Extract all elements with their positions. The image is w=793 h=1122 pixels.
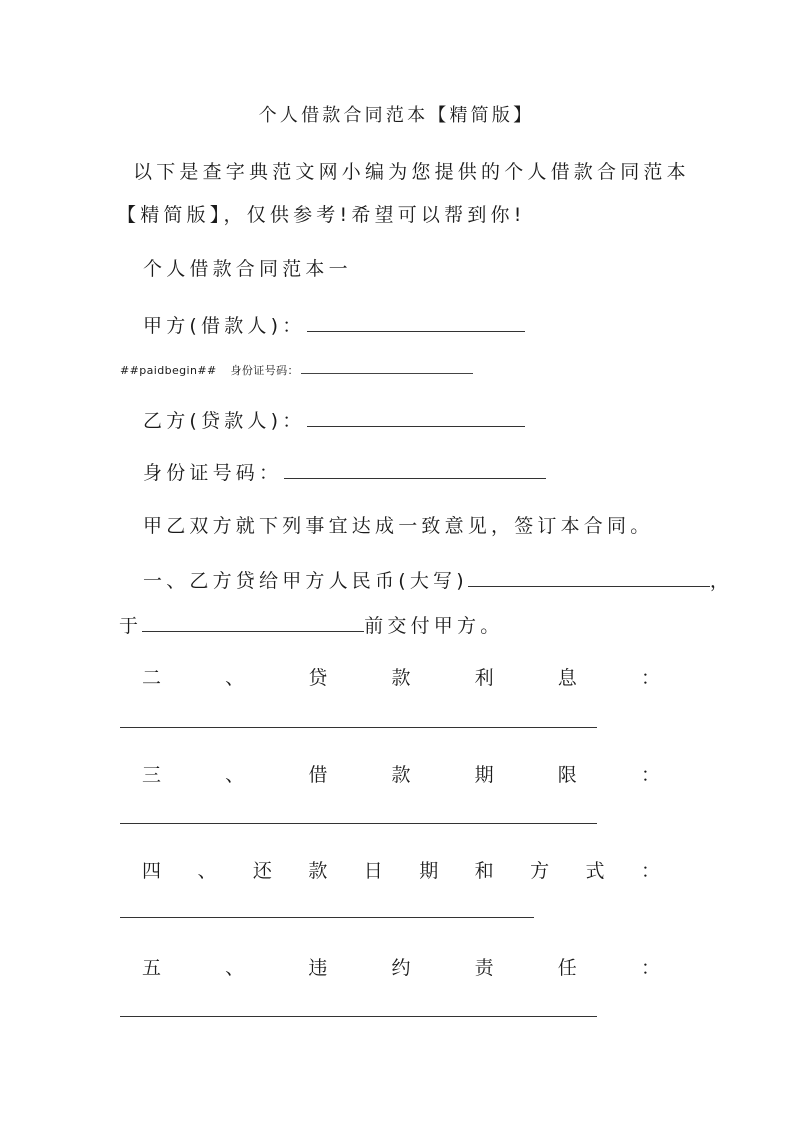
- clause-1-line2: [119, 613, 503, 638]
- clause-3-heading: [120, 763, 660, 787]
- loan-interest-field[interactable]: [120, 727, 597, 728]
- clause-5-char: 违: [308, 957, 328, 979]
- clause-2-char: 款: [391, 667, 411, 689]
- clause-2-char: 息: [557, 667, 577, 689]
- clause-2-char: ：: [640, 667, 660, 689]
- clause-2-char: 、: [225, 667, 245, 689]
- party-b-label: 乙方(贷款人)：: [143, 410, 306, 432]
- clause-5-char: 任: [557, 957, 577, 979]
- clause-2-char: 二: [142, 667, 162, 689]
- clause-5-char: ：: [640, 957, 660, 979]
- clause-2-char: 贷: [308, 667, 328, 689]
- clause-5-char: 约: [391, 957, 411, 979]
- clause-3-char: 、: [225, 764, 245, 786]
- clause-2-heading: [120, 666, 660, 690]
- party-b-name-field[interactable]: [307, 408, 525, 427]
- loan-amount-field[interactable]: [468, 568, 710, 587]
- clause-4-char: 方: [530, 860, 550, 882]
- clause-1-text: 一、乙方贷给甲方人民币(大写): [143, 570, 468, 592]
- party-a-label: 甲方(借款人)：: [143, 315, 306, 337]
- clause-4-heading: [120, 859, 660, 883]
- repayment-method-field[interactable]: [120, 917, 534, 918]
- party-a-name-field[interactable]: [307, 313, 525, 332]
- paid-marker: ##paidbegin##: [120, 364, 217, 377]
- clause-4-char: 日: [363, 860, 383, 882]
- loan-term-field[interactable]: [120, 823, 597, 824]
- party-a-id-row: [120, 363, 473, 378]
- clause-5-char: 、: [225, 957, 245, 979]
- party-b-id-field[interactable]: [284, 460, 546, 479]
- clause-4-char: 款: [308, 860, 328, 882]
- clause-4-char: 式: [585, 860, 605, 882]
- clause-4-char: 还: [252, 860, 272, 882]
- clause-3-char: 三: [142, 764, 162, 786]
- clause-4-char: ：: [640, 860, 660, 882]
- breach-liability-field[interactable]: [120, 1016, 597, 1017]
- agreement-statement: 甲乙双方就下列事宜达成一致意见，签订本合同。: [143, 515, 654, 537]
- intro-paragraph-line1: 以下是查字典范文网小编为您提供的个人借款合同范本: [133, 161, 690, 183]
- clause-5-char: 责: [474, 957, 494, 979]
- clause-1-comma: ，: [709, 570, 734, 592]
- party-a-row: [143, 313, 525, 338]
- clause-4-char: 四: [142, 860, 162, 882]
- clause-3-char: 借: [308, 764, 328, 786]
- clause-3-char: 款: [391, 764, 411, 786]
- delivery-date-field[interactable]: [142, 613, 364, 632]
- clause-4-char: 、: [197, 860, 217, 882]
- clause-3-char: 限: [557, 764, 577, 786]
- clause-1-date-suffix: 前交付甲方。: [364, 615, 504, 637]
- clause-3-char: 期: [474, 764, 494, 786]
- party-a-id-field[interactable]: [301, 363, 473, 374]
- clause-4-char: 期: [419, 860, 439, 882]
- section-heading: 个人借款合同范本一: [143, 258, 352, 280]
- party-b-row: [143, 408, 525, 433]
- document-title: 个人借款合同范本【精简版】: [258, 105, 535, 126]
- party-a-id-label: 身份证号码：: [230, 364, 299, 377]
- party-b-id-label: 身份证号码：: [143, 462, 283, 484]
- clause-3-char: ：: [640, 764, 660, 786]
- clause-5-heading: [120, 956, 660, 980]
- clause-1-line1: [143, 568, 733, 593]
- clause-4-char: 和: [474, 860, 494, 882]
- clause-5-char: 五: [142, 957, 162, 979]
- clause-2-char: 利: [474, 667, 494, 689]
- party-b-id-row: [143, 460, 546, 485]
- clause-1-date-prefix: 于: [119, 615, 143, 637]
- intro-paragraph-line2: 【精简版】，仅供参考!希望可以帮到你!: [117, 204, 526, 226]
